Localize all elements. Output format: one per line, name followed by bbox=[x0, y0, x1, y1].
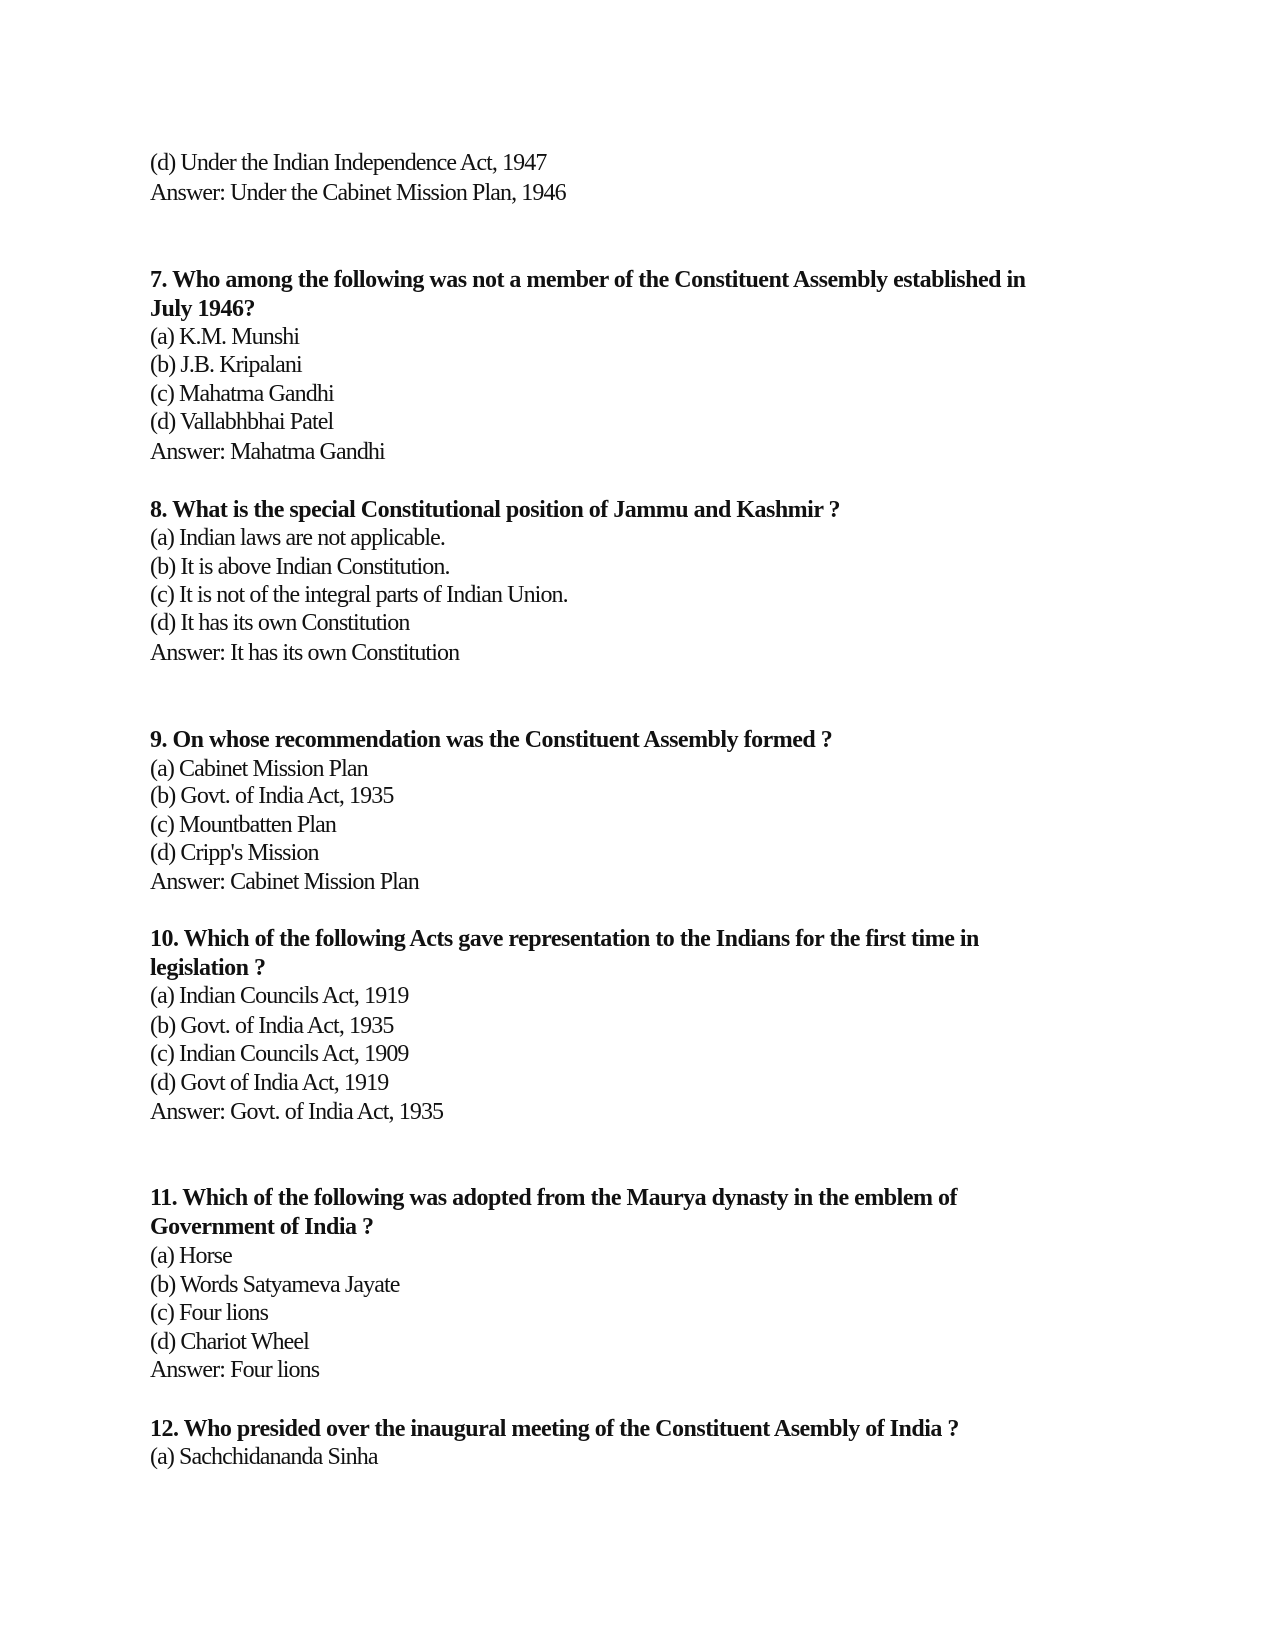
question-10-option-c: (c) Indian Councils Act, 1909 bbox=[150, 1041, 409, 1067]
question-10-option-b: (b) Govt. of India Act, 1935 bbox=[150, 1013, 394, 1039]
question-10-title-cont: legislation ? bbox=[150, 955, 266, 981]
question-7-option-a: (a) K.M. Munshi bbox=[150, 324, 300, 350]
question-9-option-c: (c) Mountbatten Plan bbox=[150, 812, 336, 838]
question-11-title: 11. Which of the following was adopted from the Maurya dynasty in the emblem of bbox=[150, 1185, 957, 1211]
question-9-option-a: (a) Cabinet Mission Plan bbox=[150, 756, 368, 782]
question-10-title: 10. Which of the following Acts gave representation to the Indians for the first time in bbox=[150, 926, 979, 952]
question-11-option-b: (b) Words Satyameva Jayate bbox=[150, 1272, 400, 1298]
question-7-option-b: (b) J.B. Kripalani bbox=[150, 352, 302, 378]
question-12-title: 12. Who presided over the inaugural meeting of the Constituent Asembly of India ? bbox=[150, 1416, 959, 1442]
question-11-answer: Answer: Four lions bbox=[150, 1357, 320, 1383]
question-11-option-a: (a) Horse bbox=[150, 1243, 232, 1269]
question-8-option-b: (b) It is above Indian Constitution. bbox=[150, 554, 450, 580]
question-10-option-a: (a) Indian Councils Act, 1919 bbox=[150, 983, 409, 1009]
question-7-title: 7. Who among the following was not a member of the Constituent Assembly established in bbox=[150, 267, 1026, 293]
question-8-title: 8. What is the special Constitutional position of Jammu and Kashmir ? bbox=[150, 497, 841, 523]
question-9-title: 9. On whose recommendation was the Constituent Assembly formed ? bbox=[150, 727, 833, 753]
question-10-option-d: (d) Govt of India Act, 1919 bbox=[150, 1070, 389, 1096]
question-12-option-a: (a) Sachchidananda Sinha bbox=[150, 1444, 378, 1470]
question-9-answer: Answer: Cabinet Mission Plan bbox=[150, 869, 419, 895]
question-9-option-d: (d) Cripp's Mission bbox=[150, 840, 319, 866]
question-7-option-d: (d) Vallabhbhai Patel bbox=[150, 409, 334, 435]
question-7-title-cont: July 1946? bbox=[150, 296, 256, 322]
question-11-title-cont: Government of India ? bbox=[150, 1214, 374, 1240]
question-8-option-a: (a) Indian laws are not applicable. bbox=[150, 525, 446, 551]
question-11-option-d: (d) Chariot Wheel bbox=[150, 1329, 309, 1355]
question-10-answer: Answer: Govt. of India Act, 1935 bbox=[150, 1099, 444, 1125]
option-d: (d) Under the Indian Independence Act, 1947 bbox=[150, 150, 547, 176]
question-7-answer: Answer: Mahatma Gandhi bbox=[150, 439, 385, 465]
question-8-option-c: (c) It is not of the integral parts of Indian Union. bbox=[150, 582, 568, 608]
question-8-option-d: (d) It has its own Constitution bbox=[150, 610, 410, 636]
answer: Answer: Under the Cabinet Mission Plan, 1946 bbox=[150, 180, 566, 206]
question-9-option-b: (b) Govt. of India Act, 1935 bbox=[150, 783, 394, 809]
question-11-option-c: (c) Four lions bbox=[150, 1300, 269, 1326]
question-7-option-c: (c) Mahatma Gandhi bbox=[150, 381, 334, 407]
question-8-answer: Answer: It has its own Constitution bbox=[150, 640, 460, 666]
